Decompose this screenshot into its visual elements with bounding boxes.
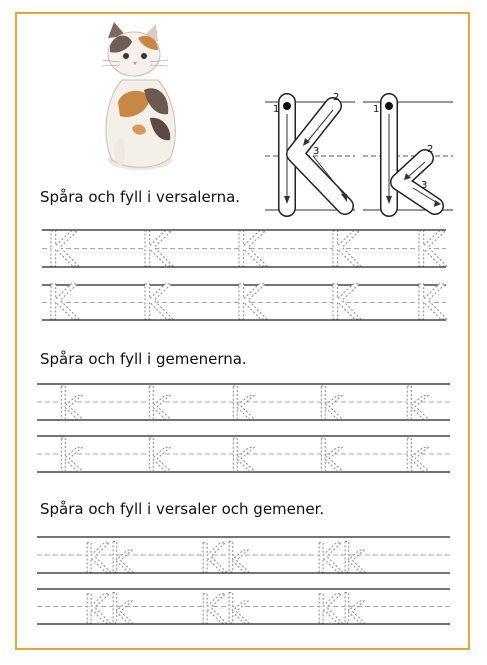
trace-letter: K (140, 275, 172, 331)
trace-letter: K (328, 275, 360, 331)
trace-letter: k (403, 431, 429, 482)
trace-letter: k (57, 431, 83, 482)
instruction-uppercase: Spåra och fyll i versalerna. (40, 188, 241, 206)
trace-letter: k (317, 431, 343, 482)
trace-letter: K (46, 222, 78, 278)
stroke-number-2: 2 (333, 92, 340, 103)
stroke-number-2: 2 (427, 144, 434, 155)
trace-letter: k (57, 379, 83, 430)
trace-letter: Kk (315, 587, 365, 633)
trace-letter: K (46, 275, 78, 331)
trace-letter: K (234, 275, 266, 331)
trace-letter: Kk (199, 587, 249, 633)
trace-letter: Kk (83, 587, 133, 633)
trace-letter: K (328, 222, 360, 278)
trace-letter: K (234, 222, 266, 278)
trace-letter: k (145, 431, 171, 482)
practice-row[interactable] (37, 536, 450, 582)
trace-letter: K (414, 222, 446, 278)
practice-row[interactable] (37, 431, 450, 482)
trace-letter: K (414, 275, 446, 331)
trace-letter: Kk (83, 536, 133, 582)
trace-letter: Kk (199, 536, 249, 582)
trace-letter: k (317, 379, 343, 430)
practice-row[interactable] (37, 379, 450, 430)
practice-row[interactable] (42, 275, 447, 331)
trace-letter: Kk (315, 536, 365, 582)
instruction-mixed: Spåra och fyll i versaler och gemener. (40, 500, 325, 518)
trace-letter: K (140, 222, 172, 278)
trace-letter: k (229, 379, 255, 430)
instruction-lowercase: Spåra och fyll i gemenerna. (40, 350, 247, 368)
stroke-number-1: 1 (373, 104, 380, 115)
trace-letter: k (229, 431, 255, 482)
trace-letter: k (145, 379, 171, 430)
stroke-number-1: 1 (273, 104, 280, 115)
practice-row[interactable] (42, 222, 447, 278)
stroke-number-3: 3 (421, 180, 428, 191)
stroke-number-3: 3 (313, 146, 320, 157)
trace-letter: k (403, 379, 429, 430)
practice-row[interactable] (37, 587, 450, 633)
